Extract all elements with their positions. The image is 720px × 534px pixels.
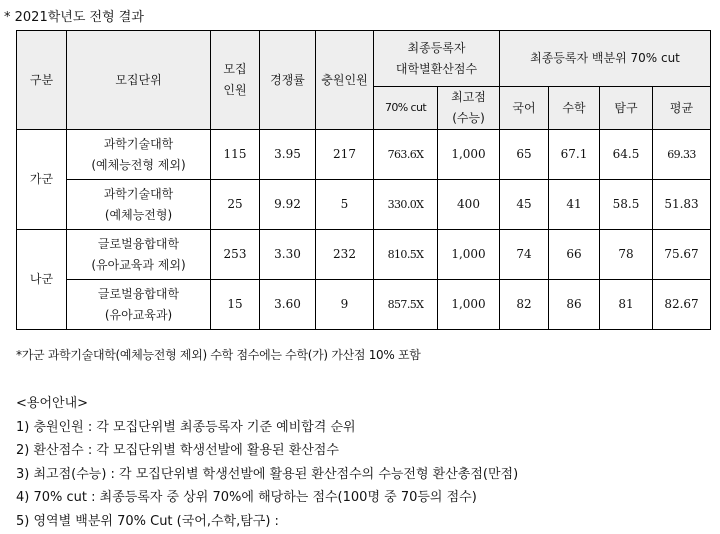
inquiry-cell: 64.5 — [600, 130, 653, 180]
header-max-line2: (수능) — [452, 111, 485, 125]
unit-cell — [67, 280, 211, 330]
header-final-score-line1: 최종등록자 — [407, 40, 466, 55]
math-cell: 86 — [549, 280, 600, 330]
header-final-score — [374, 31, 500, 87]
cut70-cell: 810.5X — [374, 230, 438, 280]
table-row — [17, 230, 711, 280]
group-cell: 나군 — [17, 230, 67, 330]
header-quota-line2: 인원 — [223, 83, 247, 97]
inquiry-cell: 78 — [600, 230, 653, 280]
table-row — [17, 280, 711, 330]
competition-cell: 3.60 — [260, 280, 316, 330]
table-row — [17, 180, 711, 230]
competition-cell: 3.95 — [260, 130, 316, 180]
header-percentile: 최종등록자 백분위 70% cut — [500, 31, 711, 87]
header-korean: 국어 — [500, 87, 549, 130]
additional-cell: 9 — [316, 280, 374, 330]
group-cell: 가군 — [17, 130, 67, 230]
header-cut70: 70% cut — [374, 87, 438, 130]
average-cell: 51.83 — [653, 180, 711, 230]
header-additional: 충원인원 — [316, 31, 374, 130]
inquiry-cell: 81 — [600, 280, 653, 330]
unit-line2: (예체능전형) — [104, 207, 173, 222]
guide-heading: <용어안내> — [16, 396, 89, 411]
competition-cell: 3.30 — [260, 230, 316, 280]
unit-line1: 과학기술대학 — [103, 136, 174, 151]
additional-cell: 217 — [316, 130, 374, 180]
average-cell: 69.33 — [653, 130, 711, 180]
header-math: 수학 — [549, 87, 600, 130]
guide-item: 5) 영역별 백분위 70% Cut (국어,수학,탐구) : — [16, 513, 279, 529]
quota-cell: 15 — [211, 280, 260, 330]
korean-cell: 45 — [500, 180, 549, 230]
table-row — [17, 130, 711, 180]
quota-cell: 25 — [211, 180, 260, 230]
unit-cell — [67, 230, 211, 280]
header-max-line1: 최고점 — [451, 90, 486, 104]
cut70-cell: 857.5X — [374, 280, 438, 330]
guide-item: 3) 최고점(수능) : 각 모집단위별 학생선발에 활용된 환산점수의 수능전형 환산총점(만점) — [16, 466, 519, 482]
korean-cell: 65 — [500, 130, 549, 180]
math-cell: 66 — [549, 230, 600, 280]
terminology-guide — [16, 392, 518, 534]
additional-cell: 5 — [316, 180, 374, 230]
admission-results-table — [16, 30, 711, 330]
guide-item: 4) 70% cut : 최종등록자 중 상위 70%에 해당하는 점수(100명 중 70등의 점수) — [16, 490, 477, 506]
additional-cell: 232 — [316, 230, 374, 280]
unit-line1: 과학기술대학 — [103, 186, 174, 201]
unit-line2: (유아교육과 제외) — [91, 257, 186, 272]
unit-line1: 글로벌융합대학 — [97, 286, 180, 301]
max-score-cell: 1,000 — [438, 280, 500, 330]
header-group: 구분 — [17, 31, 67, 130]
competition-cell: 9.92 — [260, 180, 316, 230]
inquiry-cell: 58.5 — [600, 180, 653, 230]
cut70-cell: 763.6X — [374, 130, 438, 180]
guide-item: 2) 환산점수 : 각 모집단위별 학생선발에 활용된 환산점수 — [16, 443, 339, 459]
page-title: * 2021학년도 전형 결과 — [4, 10, 144, 25]
header-final-score-line2: 대학별환산점수 — [395, 61, 478, 76]
max-score-cell: 1,000 — [438, 130, 500, 180]
header-inquiry: 탐구 — [600, 87, 653, 130]
header-average: 평균 — [653, 87, 711, 130]
cut70-cell: 330.0X — [374, 180, 438, 230]
unit-cell — [67, 180, 211, 230]
average-cell: 82.67 — [653, 280, 711, 330]
header-quota — [211, 31, 260, 130]
korean-cell: 82 — [500, 280, 549, 330]
footnote: *가군 과학기술대학(예체능전형 제외) 수학 점수에는 수학(가) 가산점 10% 포함 — [16, 348, 421, 362]
guide-item: 1) 충원인원 : 각 모집단위별 최종등록자 기준 예비합격 순위 — [16, 419, 356, 435]
unit-line1: 글로벌융합대학 — [97, 236, 180, 251]
korean-cell: 74 — [500, 230, 549, 280]
header-competition: 경쟁률 — [260, 31, 316, 130]
average-cell: 75.67 — [653, 230, 711, 280]
quota-cell: 253 — [211, 230, 260, 280]
quota-cell: 115 — [211, 130, 260, 180]
unit-line2: (예체능전형 제외) — [91, 157, 186, 172]
header-quota-line1: 모집 — [223, 62, 247, 76]
header-unit: 모집단위 — [67, 31, 211, 130]
max-score-cell: 400 — [438, 180, 500, 230]
unit-line2: (유아교육과) — [104, 307, 173, 322]
math-cell: 41 — [549, 180, 600, 230]
max-score-cell: 1,000 — [438, 230, 500, 280]
unit-cell — [67, 130, 211, 180]
math-cell: 67.1 — [549, 130, 600, 180]
header-max-score — [438, 87, 500, 130]
